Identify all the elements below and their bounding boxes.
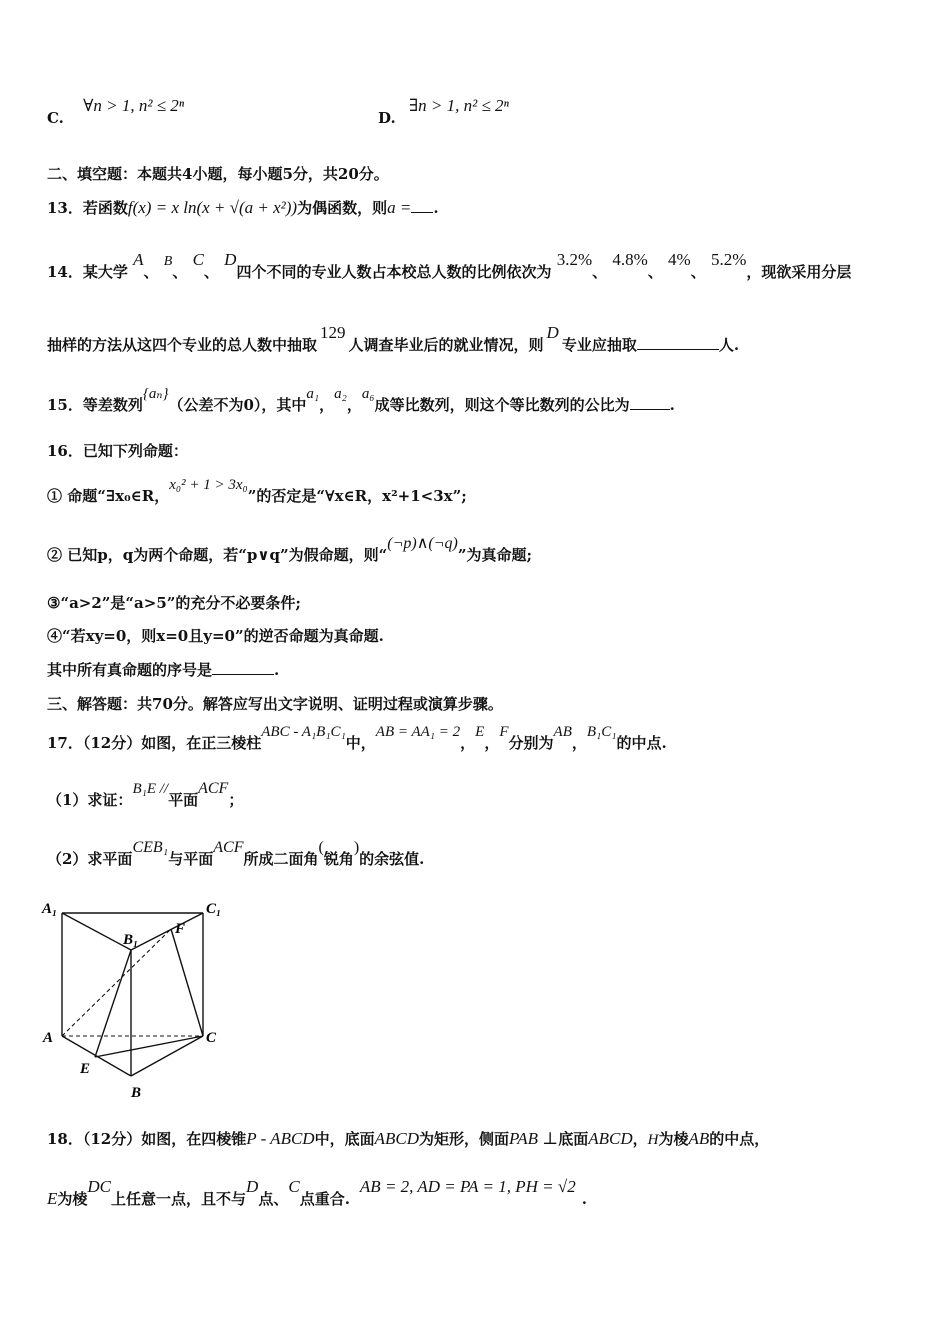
q18-ab: AB — [688, 1129, 710, 1148]
q14-major-d2: D — [546, 323, 559, 342]
option-d — [378, 96, 509, 128]
q17-p1-text: （1）求证： — [47, 791, 133, 809]
q18-text: 为矩形，侧面 — [418, 1130, 509, 1148]
q16-s2-expr: (¬p)∧(¬q) — [387, 535, 458, 552]
segment-fc — [171, 929, 203, 1036]
q17-p2-text3: 所成二面角 — [243, 850, 319, 868]
q15-comma: ， — [319, 396, 335, 414]
q15-text1: （公差不为0），其中 — [168, 396, 307, 414]
q14-text3: 抽样的方法从这四个专业的总人数中抽取 — [47, 336, 318, 354]
q17-comma: ， — [484, 734, 500, 752]
q16-s2-text: ② 已知p，q为两个命题，若“p∨q”为假命题，则“ — [47, 546, 388, 564]
edge-b1c1 — [131, 913, 203, 950]
q18-text: 为棱 — [57, 1190, 88, 1208]
q15-comma: ， — [346, 396, 362, 414]
q18-abcd2: ABCD — [588, 1129, 633, 1148]
q17-p2-acute: 锐角 — [323, 850, 354, 868]
q17-text1: 中， — [345, 734, 376, 752]
q16-statement-1 — [47, 477, 467, 506]
q15-a1: a₁ — [306, 386, 320, 402]
q15-end: . — [669, 396, 675, 414]
q18-text: 上任意一点，且不与 — [111, 1190, 247, 1208]
q14-major-b: B — [163, 254, 173, 269]
q18-dc: DC — [87, 1177, 112, 1196]
edge-bc — [131, 1036, 203, 1076]
section-heading-fill-in: 二、填空题：本题共4小题，每小题5分，共20分。 — [47, 165, 389, 183]
q18-text: 中，底面 — [314, 1130, 375, 1148]
q18-pyramid: P - ABCD — [246, 1129, 315, 1148]
q13-text: 为偶函数，则 — [297, 199, 388, 217]
q18-perp: PAB ⊥ — [509, 1129, 559, 1148]
q14-total: 129 — [320, 323, 346, 342]
segment-b1e — [95, 950, 131, 1057]
q16-end: . — [274, 661, 280, 679]
q16-answer-blank — [212, 660, 274, 675]
q17-f: F — [499, 724, 509, 740]
q15-a2: a₂ — [334, 386, 347, 402]
q14-sep: 、 — [172, 263, 188, 281]
q17-p1-text2: 平面 — [168, 791, 199, 809]
q14-pct3: 4% — [668, 250, 691, 269]
q14-sep: 、 — [690, 263, 706, 281]
q17-comma: ， — [460, 734, 476, 752]
q14-sep: 、 — [203, 263, 219, 281]
option-c-label: C. — [47, 109, 64, 127]
q17-p2-text4: 的余弦值. — [359, 850, 425, 868]
question-14-line2 — [47, 323, 740, 355]
q17-e: E — [475, 724, 485, 740]
q18-conditions: AB = 2, AD = PA = 1, PH = √2 — [359, 1177, 576, 1196]
q16-s1-text2: ”的否定是“∀x∈R，x²+1<3x”; — [247, 487, 467, 505]
question-18-line2 — [47, 1177, 587, 1209]
q18-abcd: ABCD — [374, 1129, 419, 1148]
question-13 — [47, 197, 439, 218]
q13-var: a = — [387, 198, 412, 217]
q17-p1-acf: ACF — [198, 780, 229, 797]
q17-equation: AB = AA₁ = 2 — [375, 724, 461, 740]
q14-text5: 专业应抽取 — [561, 336, 637, 354]
segment-ec — [95, 1036, 203, 1057]
q14-pct4: 5.2% — [710, 250, 747, 269]
q14-text1: 四个不同的专业人数占本校总人数的比例依次为 — [236, 263, 552, 281]
q16-statement-4: ④“若xy=0，则x=0且y=0”的逆否命题为真命题. — [47, 627, 384, 645]
label-c1: C₁ — [206, 901, 222, 917]
q18-text: 为棱 — [658, 1130, 689, 1148]
label-c: C — [206, 1030, 217, 1046]
option-d-expr: ∃n > 1, n² ≤ 2ⁿ — [408, 96, 509, 115]
q16-statement-2 — [47, 535, 533, 565]
q14-major-d: D — [224, 250, 237, 269]
q15-text2: 成等比数列，则这个等比数列的公比为 — [374, 396, 630, 414]
q17-b1c1: B₁C₁ — [586, 724, 617, 740]
q16-prompt — [47, 659, 279, 680]
q14-sep: 、 — [143, 263, 159, 281]
q17-p2-acf: ACF — [213, 839, 244, 856]
q17-ab: AB — [553, 724, 572, 740]
question-15 — [47, 386, 675, 415]
q14-text2: ，现欲采用分层 — [746, 263, 852, 281]
q14-answer-blank — [637, 335, 719, 350]
label-a: A — [43, 1030, 54, 1046]
q14-end: 人. — [718, 336, 740, 354]
q17-prism: ABC - A₁B₁C₁ — [261, 724, 346, 740]
q14-sep: 、 — [647, 263, 663, 281]
q18-end: . — [581, 1190, 587, 1208]
q18-c: C — [288, 1177, 300, 1196]
q18-d: D — [246, 1177, 259, 1196]
question-14-line1 — [47, 250, 852, 282]
label-a1: A₁ — [42, 901, 58, 917]
q14-number: 14．某大学 — [47, 263, 128, 281]
q14-major-c: C — [192, 250, 204, 269]
q18-text: ， — [632, 1130, 648, 1148]
edge-a1b1 — [62, 913, 131, 950]
option-d-label: D. — [378, 109, 396, 127]
question-17 — [47, 724, 667, 753]
q18-text: 的中点， — [709, 1130, 770, 1148]
q15-number: 15．等差数列 — [47, 396, 143, 414]
hidden-segment-af — [62, 929, 171, 1036]
q16-s1-expr: x₀² + 1 > 3x₀ — [169, 477, 248, 493]
q17-comma: ， — [571, 734, 587, 752]
q16-prompt-text: 其中所有真命题的序号是 — [47, 661, 213, 679]
q18-e: E — [47, 1189, 58, 1208]
q15-a6: a₆ — [361, 386, 375, 402]
q16-s1-text: ① 命题“∃x₀∈R， — [47, 487, 170, 505]
q17-p1-end: ； — [228, 791, 244, 809]
q14-pct1: 3.2% — [556, 250, 593, 269]
q18-text: 点重合. — [299, 1190, 350, 1208]
q15-answer-blank — [630, 395, 670, 410]
q18-text: 底面 — [558, 1130, 589, 1148]
q16-s2-text2: ”为真命题; — [457, 546, 533, 564]
q17-p2-ceb1: CEB₁ — [132, 839, 169, 856]
q18-text: 点、 — [258, 1190, 289, 1208]
q17-text3: 的中点. — [616, 734, 667, 752]
q14-major-a: A — [133, 250, 144, 269]
prism-figure — [40, 893, 230, 1103]
question-18-line1 — [47, 1128, 769, 1149]
q14-sep: 、 — [592, 263, 608, 281]
q18-h: H — [647, 1132, 659, 1148]
q17-p2-text: （2）求平面 — [47, 850, 133, 868]
q13-end: . — [433, 199, 439, 217]
option-c — [47, 96, 185, 128]
label-b: B — [131, 1085, 142, 1101]
q17-number: 17．（12分）如图，在正三棱柱 — [47, 734, 262, 752]
q14-pct2: 4.8% — [612, 250, 648, 269]
section-heading-solve: 三、解答题：共70分。解答应写出文字说明、证明过程或演算步骤。 — [47, 695, 503, 713]
option-c-expr: ∀n > 1, n² ≤ 2ⁿ — [83, 96, 185, 115]
q17-text2: 分别为 — [508, 734, 554, 752]
label-b1: B₁ — [123, 932, 139, 948]
q13-answer-blank — [411, 198, 433, 213]
q13-function: f(x) = x ln(x + √(a + x²)) — [127, 198, 298, 217]
q14-text4: 人调查毕业后的就业情况，则 — [348, 336, 544, 354]
q18-number: 18．（12分）如图，在四棱锥 — [47, 1130, 247, 1148]
label-f: F — [175, 921, 186, 937]
q16-statement-3: ③“a>2”是“a>5”的充分不必要条件; — [47, 594, 301, 612]
q17-part-2: （2）求平面CEB₁与平面ACF所成二面角(锐角)的余弦值. — [47, 839, 425, 868]
q17-part-1 — [47, 780, 244, 810]
q15-sequence: {aₙ} — [142, 386, 169, 402]
q17-p1-expr: B₁E // — [132, 781, 169, 797]
q17-p2-text2: 与平面 — [168, 850, 214, 868]
label-e: E — [80, 1061, 91, 1077]
q13-number: 13．若函数 — [47, 199, 128, 217]
question-16-title: 16．已知下列命题： — [47, 442, 188, 460]
